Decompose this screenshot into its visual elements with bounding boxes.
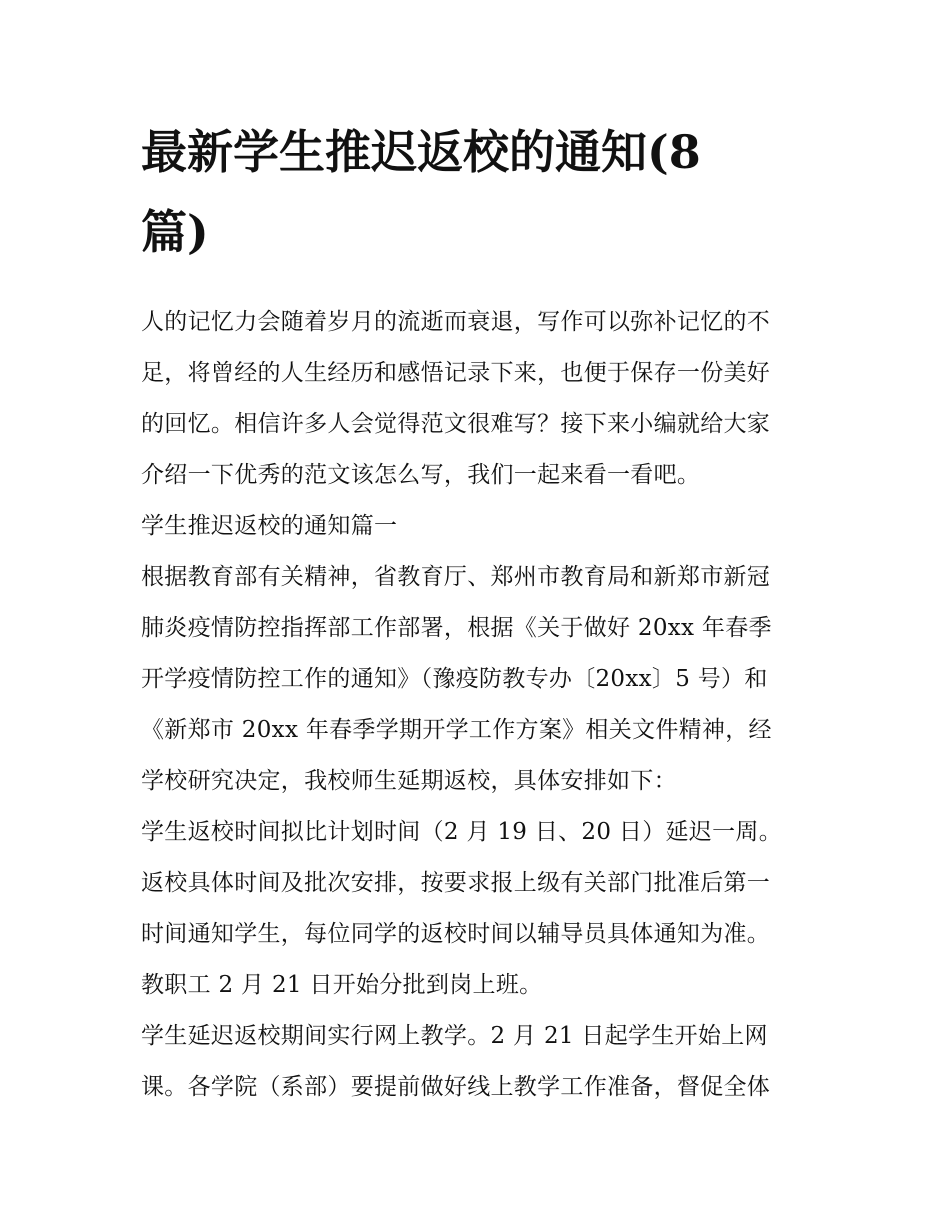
body-paragraph xyxy=(141,960,813,1011)
body-paragraph xyxy=(141,807,813,858)
text-line: 足，将曾经的人生经历和感悟记录下来，也便于保存一份美好 xyxy=(141,360,771,386)
text-line: 返校具体时间及批次安排，按要求报上级有关部门批准后第一 xyxy=(141,870,771,896)
text-line: 课。各学院（系部）要提前做好线上教学工作准备，督促全体 xyxy=(141,1074,771,1100)
title-line: 最新学生推迟返校的通知(8 xyxy=(141,125,701,179)
text-line: 介绍一下优秀的范文该怎么写，我们一起来看一看吧。 xyxy=(141,462,701,488)
text-line: 肺炎疫情防控指挥部工作部署，根据《关于做好 20xx 年春季 xyxy=(141,615,772,641)
intro-paragraph xyxy=(141,297,813,501)
text-line: 人的记忆力会随着岁月的流逝而衰退，写作可以弥补记忆的不 xyxy=(141,309,771,335)
body-paragraph xyxy=(141,1011,813,1113)
text-line: 教职工 2 月 21 日开始分批到岗上班。 xyxy=(141,972,543,998)
title-line: 篇) xyxy=(141,205,209,259)
text-line: 学生延迟返校期间实行网上教学。2 月 21 日起学生开始上网 xyxy=(141,1023,768,1049)
text-line: 《新郑市 20xx 年春季学期开学工作方案》相关文件精神，经 xyxy=(141,717,772,743)
text-line: 时间通知学生，每位同学的返校时间以辅导员具体通知为准。 xyxy=(141,921,771,947)
document-content xyxy=(141,112,813,1113)
body-paragraph xyxy=(141,858,813,960)
text-line: 开学疫情防控工作的通知》（豫疫防教专办〔20xx〕5 号）和 xyxy=(141,666,768,692)
text-line: 学校研究决定，我校师生延期返校，具体安排如下： xyxy=(141,768,677,794)
text-line: 学生返校时间拟比计划时间（2 月 19 日、20 日）延迟一周。 xyxy=(141,819,783,845)
body-paragraph xyxy=(141,552,813,807)
text-line: 根据教育部有关精神，省教育厅、郑州市教育局和新郑市新冠 xyxy=(141,564,771,590)
section-heading: 学生推迟返校的通知篇一 xyxy=(141,513,398,539)
document-title xyxy=(141,112,813,272)
text-line: 的回忆。相信许多人会觉得范文很难写？接下来小编就给大家 xyxy=(141,411,771,437)
